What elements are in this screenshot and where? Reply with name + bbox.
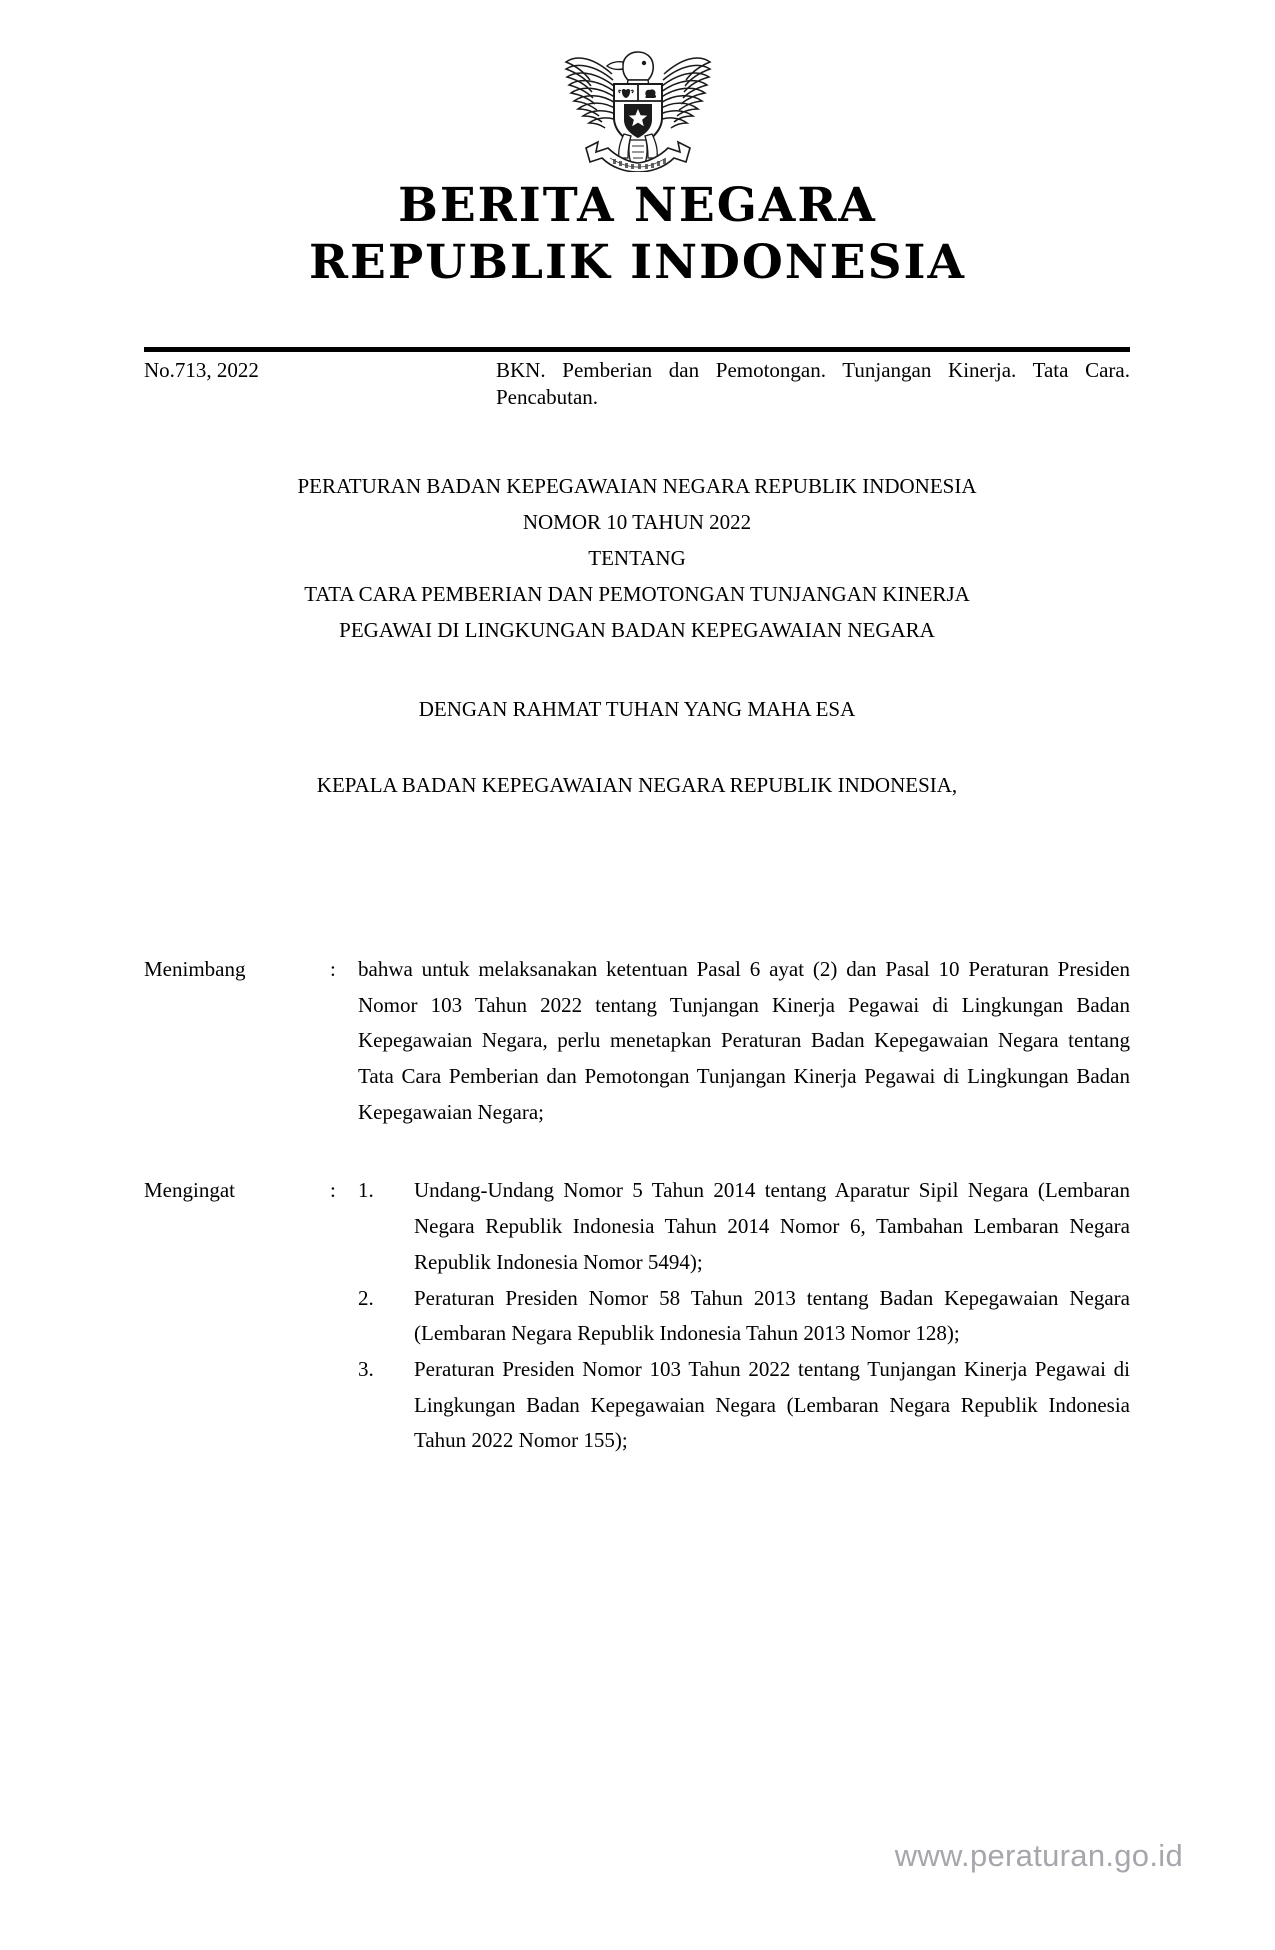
clause-mengingat xyxy=(144,1173,1130,1459)
footer-watermark: www.peraturan.go.id xyxy=(894,1838,1183,1873)
masthead xyxy=(0,178,1275,291)
list-item-number: 1. xyxy=(358,1178,374,1203)
document-subject: BKN. Pemberian dan Pemotongan. Tunjangan Kinerja. Tata Cara. Pencabutan. xyxy=(496,358,1130,410)
mengingat-content xyxy=(358,1173,1130,1459)
document-header-row xyxy=(144,357,1130,412)
menimbang-content xyxy=(358,952,1130,1130)
list-item xyxy=(358,1281,1130,1352)
list-item-text: Peraturan Presiden Nomor 58 Tahun 2013 tentang Badan Kepegawaian Negara (Lembaran Negara Republik Indonesia Tahun 2013 Nomor 128); xyxy=(414,1285,1130,1346)
list-item xyxy=(358,1173,1130,1280)
masthead-line-1: BERITA NEGARA xyxy=(398,178,877,233)
spacer xyxy=(144,649,1130,691)
about-label: TENTANG xyxy=(588,546,686,571)
spacer xyxy=(144,727,1130,767)
list-item xyxy=(358,1352,1130,1459)
invocation-line: DENGAN RAHMAT TUHAN YANG MAHA ESA xyxy=(418,696,856,721)
regulation-number: NOMOR 10 TAHUN 2022 xyxy=(522,510,752,535)
menimbang-colon: : xyxy=(330,957,336,981)
list-item-number: 2. xyxy=(358,1285,374,1310)
list-item-text: Undang-Undang Nomor 5 Tahun 2014 tentang Aparatur Sipil Negara (Lembaran Negara Republik Indonesia Tahun 2014 Nomor 6, Tambahan Lembaran Negara Republik Indonesia Nomor 5494); xyxy=(414,1178,1130,1274)
mengingat-label: Mengingat xyxy=(144,1178,235,1203)
list-item-number: 3. xyxy=(358,1356,374,1381)
header-divider xyxy=(144,347,1130,352)
clause-menimbang xyxy=(144,952,1130,1130)
page-title: PERATURAN BADAN KEPEGAWAIAN NEGARA REPUBLIK INDONESIA xyxy=(297,474,977,498)
regulation-subject-line-1: TATA CARA PEMBERIAN DAN PEMOTONGAN TUNJANGAN KINERJA xyxy=(304,582,970,607)
menimbang-paragraph: bahwa untuk melaksanakan ketentuan Pasal 6 ayat (2) dan Pasal 10 Peraturan Presiden Nomor 103 Tahun 2022 tentang Tunjangan Kinerja Pegawai di Lingkungan Badan Kepegawaian Negara, perlu menetapkan Peraturan Badan Kepegawaian Negara tentang Tata Cara Pemberian dan Pemotongan Tunjangan Kinerja Pegawai di Lingkungan Badan Kepegawaian Negara; xyxy=(358,957,1130,1124)
garuda-pancasila-icon xyxy=(550,22,726,172)
list-item-text: Peraturan Presiden Nomor 103 Tahun 2022 tentang Tunjangan Kinerja Pegawai di Lingkungan Badan Kepegawaian Negara (Lembaran Negara Republik Indonesia Tahun 2022 Nomor 155); xyxy=(414,1356,1130,1453)
menimbang-label: Menimbang xyxy=(144,957,246,981)
masthead-line-2: REPUBLIK INDONESIA xyxy=(308,235,966,291)
emblem-container xyxy=(0,22,1275,177)
document-number: No.713, 2022 xyxy=(144,358,259,382)
mengingat-colon: : xyxy=(330,1178,336,1203)
authority-line: KEPALA BADAN KEPEGAWAIAN NEGARA REPUBLIK INDONESIA, xyxy=(316,772,958,797)
document-body xyxy=(144,952,1130,1459)
title-block xyxy=(144,468,1130,803)
regulation-subject-line-2: PEGAWAI DI LINGKUNGAN BADAN KEPEGAWAIAN NEGARA xyxy=(339,618,935,643)
